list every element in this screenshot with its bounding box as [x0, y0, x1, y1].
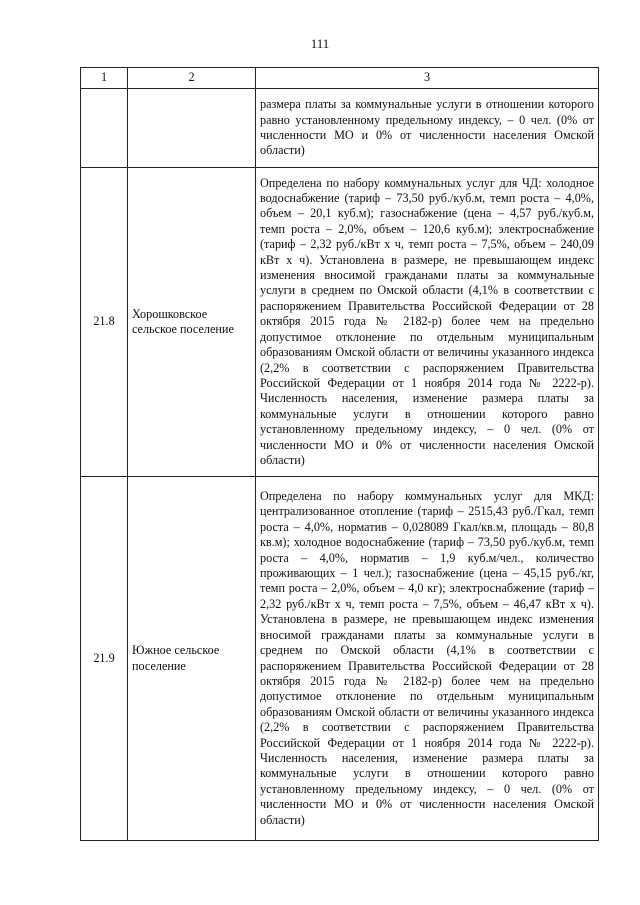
municipality-name: Южное сельское поселение: [128, 477, 256, 841]
description-text: Определена по набору коммунальных услуг для ЧД: холодное водоснабжение (тариф – 73,50 руб./куб.м, темп роста – 4,0%, объем – 20,1 куб.м); газоснабжение (цена – 4,57 руб./куб.м, темп роста – 2,0%, объем – 120,6 куб.м); электроснабжение (тариф – 2,32 руб./кВт х ч, темп роста – 7,5%, объем – 240,09 кВт х ч). Установлена в размере, не превышающем индекс изменения вносимой гражданами платы за коммунальные услуги в среднем по Омской области (4,1% в соответствии с распоряжением Правительства Российской Федерации от 28 октября 2015 года № 2182-р) более чем на предельно допустимое отклонение по отдельным муниципальным образованиям Омской области от величины указанного индекса (2,2% в соответствии с распоряжением Правительства Российской Федерации от 1 ноября 2014 года № 2222-р). Численность населения, изменение размера платы за коммунальные услуги в отношении которого равно установленному предельному индексу, – 0 чел. (0% от численности МО и 0% от численности населения Омской области): [260, 175, 594, 467]
row-description: [256, 89, 599, 168]
row-number: 21.8: [81, 168, 128, 477]
row-description: [256, 477, 599, 841]
municipality-name: [128, 89, 256, 168]
column-header: 1: [81, 68, 128, 89]
row-number: [81, 89, 128, 168]
table-row: [81, 89, 599, 168]
page-number: 111: [310, 36, 330, 51]
row-number: 21.9: [81, 477, 128, 841]
row-description: [256, 168, 599, 477]
table-row: [81, 168, 599, 477]
description-text: Определена по набору коммунальных услуг для МКД: централизованное отопление (тариф – 2515,43 руб./Гкал, темп роста – 4,0%, норматив – 0,028089 Гкал/кв.м, площадь – 80,8 кв.м); холодное водоснабжение (тариф – 73,50 руб./куб.м, темп роста – 4,0%, норматив – 1,9 куб.м/чел., количество проживающих – 1 чел.); газоснабжение (цена – 45,15 руб./кг, темп роста – 2,0%, объем – 4,0 кг); электроснабжение (тариф – 2,32 руб./кВт х ч, темп роста – 7,5%, объем – 46,47 кВт х ч). Установлена в размере, не превышающем индекс изменения вносимой гражданами платы за коммунальные услуги в среднем по Омской области (4,1% в соответствии с распоряжением Правительства Российской Федерации от 28 октября 2015 года № 2182-р) более чем на предельно допустимое отклонение по отдельным муниципальным образованиям Омской области от величины указанного индекса (2,2% в соответствии с распоряжением Правительства Российской Федерации от 1 ноября 2014 года № 2222-р). Численность населения, изменение размера платы за коммунальные услуги в отношении которого равно установленному предельному индексу, – 0 чел. (0% от численности МО и 0% от численности населения Омской области): [260, 489, 594, 827]
municipality-name: Хорошковское сельское поселение: [128, 168, 256, 477]
table-row: [81, 477, 599, 841]
description-text: размера платы за коммунальные услуги в отношении которого равно установленному предельному индексу, – 0 чел. (0% от численности МО и 0% от численности населения Омской области): [260, 97, 594, 158]
table-header-row: [81, 68, 599, 89]
data-table: [80, 67, 599, 841]
column-header: 3: [256, 68, 599, 89]
column-header: 2: [128, 68, 256, 89]
